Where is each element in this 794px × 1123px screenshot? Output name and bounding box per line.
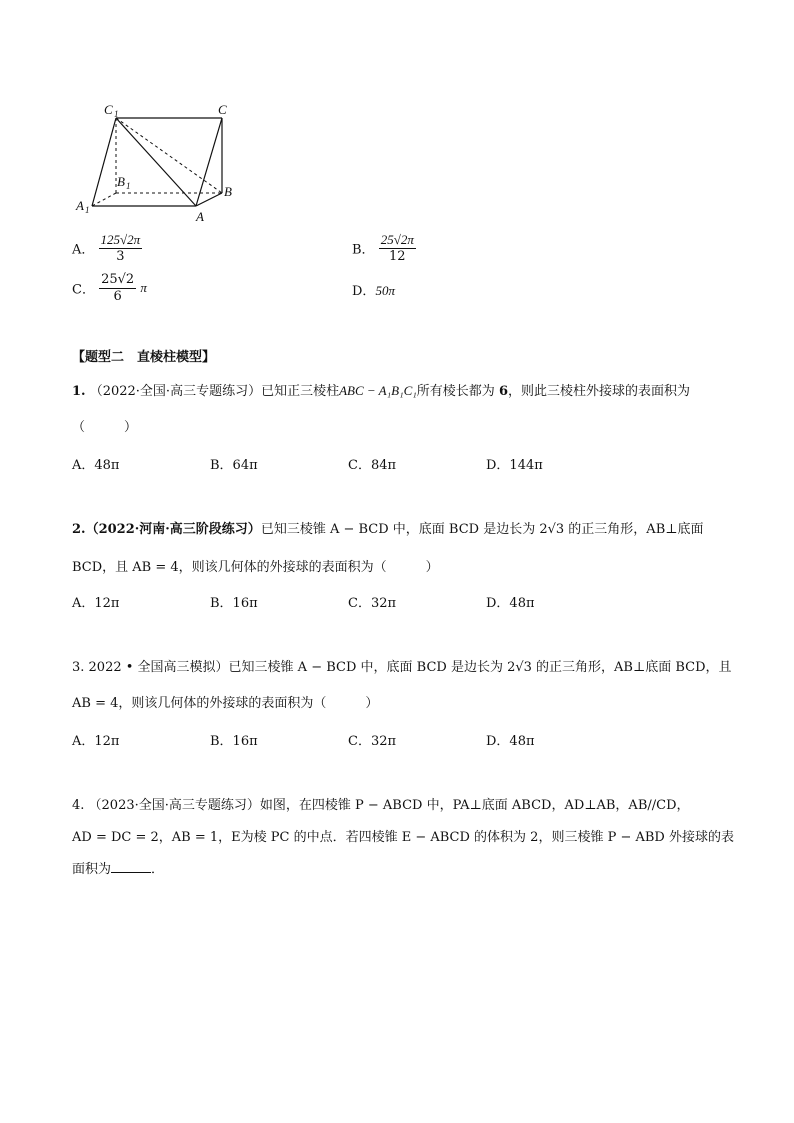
q1-option-d: D．144π xyxy=(486,458,543,473)
label-c1: C xyxy=(104,102,113,117)
svg-text:1: 1 xyxy=(114,109,119,119)
q4-stem-line1: 4. （2023·全国·高三专题练习）如图，在四棱锥 P − ABCD 中，PA⊥底面 ABCD，AD⊥AB，AB//CD， xyxy=(72,798,690,813)
q4-stem-line2: AD = DC = 2，AB = 1，E为棱 PC 的中点．若四棱锥 E − ABCD 的体积为 2，则三棱锥 P − ABD 外接球的表 xyxy=(72,830,734,845)
prev-option-b: B． $\frac{25√2\pi}{12}$ xyxy=(352,232,414,264)
section-title: 【题型二 直棱柱模型】 xyxy=(72,350,216,365)
q3-stem-line2: AB = 4，则该几何体的外接球的表面积为（ ） xyxy=(72,696,379,711)
label-c: C xyxy=(218,102,227,117)
q2-option-c: C．32π xyxy=(348,596,397,611)
q1-option-c: C．84π xyxy=(348,458,397,473)
q1-option-b: B．64π xyxy=(210,458,258,473)
q4-stem-line3: 面积为 ． xyxy=(72,862,165,877)
q3-option-b: B．16π xyxy=(210,734,258,749)
q1-stem: 1. （2022·全国·高三专题练习）已知正三棱柱ABC − A₁B₁C₁所有棱长都为 6，则此三棱柱外接球的表面积为 xyxy=(72,383,691,399)
label-b: B xyxy=(224,184,232,199)
q2-stem-line1: 2.（2022·河南·高三阶段练习）已知三棱锥 A − BCD 中，底面 BCD 是边长为 2√3 的正三角形，AB⊥底面 xyxy=(72,522,704,537)
svg-text:1: 1 xyxy=(85,205,90,215)
prev-option-c: C． $\frac{25√2}{6}$ π xyxy=(72,272,147,304)
prism-figure xyxy=(70,98,250,223)
q2-option-a: A．12π xyxy=(72,596,120,611)
q2-option-b: B．16π xyxy=(210,596,258,611)
edge-b-a xyxy=(196,193,222,206)
prev-option-d: D．50π xyxy=(352,283,395,299)
svg-text:1: 1 xyxy=(126,181,131,191)
q1-paren: （ ） xyxy=(72,420,138,435)
label-a1: A xyxy=(76,198,84,213)
prev-option-a: A． $\frac{125√2\pi}{3}$ xyxy=(72,232,141,264)
edge-c1-b xyxy=(116,118,222,193)
label-b1: B xyxy=(117,174,125,189)
q2-stem-line2: BCD，且 AB = 4，则该几何体的外接球的表面积为（ ） xyxy=(72,560,439,575)
edge-c1-a1 xyxy=(92,118,116,206)
label-a: A xyxy=(196,209,204,223)
q2-option-d: D．48π xyxy=(486,596,535,611)
q3-option-d: D．48π xyxy=(486,734,535,749)
q3-option-a: A．12π xyxy=(72,734,120,749)
answer-blank xyxy=(111,860,151,873)
q3-stem-line1: 3. 2022 • 全国高三模拟）已知三棱锥 A − BCD 中，底面 BCD 是边长为 2√3 的正三角形，AB⊥底面 BCD，且 xyxy=(72,660,732,675)
q3-option-c: C．32π xyxy=(348,734,397,749)
q1-option-a: A．48π xyxy=(72,458,120,473)
